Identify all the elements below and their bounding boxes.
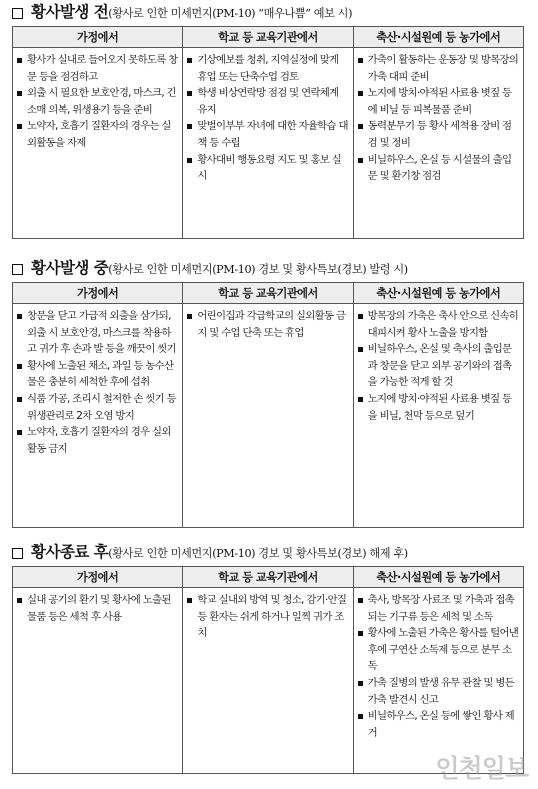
list-item: 노약자, 호흡기 질환자의 경우는 실외활동을 자제 bbox=[17, 118, 179, 151]
column-header-home: 가정에서 bbox=[13, 27, 183, 48]
section-title bbox=[12, 540, 524, 562]
cell-school bbox=[183, 304, 353, 528]
section-heading: 황사종료 후 bbox=[31, 543, 109, 561]
section-subtitle: (황사로 인한 미세먼지(PM-10) 경보 및 황사특보(경보) 해제 후) bbox=[108, 547, 408, 560]
cell-school bbox=[183, 588, 353, 774]
section-heading: 황사발생 전 bbox=[31, 3, 109, 21]
list-item: 황사가 실내로 들어오지 못하도록 창문 등을 점검하고 bbox=[17, 52, 179, 85]
section-subtitle: (황사로 인한 미세먼지(PM-10) 경보 및 황사특보(경보) 발령 시) bbox=[108, 263, 408, 276]
list-item: 노약자, 호흡기 질환자의 경우 실외활동 금지 bbox=[17, 424, 179, 457]
list-item: 외출 시 필요한 보호안경, 마스크, 긴소매 의복, 위생용기 등을 준비 bbox=[17, 85, 179, 118]
list-item: 학교 실내외 방역 및 청소, 감기·안질 등 환자는 쉬게 하거나 일찍 귀가 조치 bbox=[187, 592, 349, 642]
checkbox-icon bbox=[12, 548, 23, 559]
cell-farm bbox=[353, 48, 523, 239]
column-header-school: 학교 등 교육기관에서 bbox=[183, 27, 353, 48]
checkbox-icon bbox=[12, 264, 23, 275]
list-item: 비닐하우스, 온실 등에 쌓인 황사 제거 bbox=[358, 708, 520, 741]
guide-table bbox=[12, 282, 524, 528]
cell-farm bbox=[353, 588, 523, 774]
section-during bbox=[12, 256, 524, 528]
watermark-logo: 인천일보 bbox=[435, 754, 528, 783]
column-header-school: 학교 등 교육기관에서 bbox=[183, 283, 353, 304]
cell-school bbox=[183, 48, 353, 239]
list-item: 맞벌이부부 자녀에 대한 자율학습 대책 등 수립 bbox=[187, 118, 349, 151]
list-item: 실내 공기의 환기 및 황사에 노출된 물품 등은 세척 후 사용 bbox=[17, 592, 179, 625]
list-item: 어린이집과 각급학교의 실외활동 금지 및 수업 단축 또는 휴업 bbox=[187, 308, 349, 341]
column-header-farm: 축산·시설원예 등 농가에서 bbox=[353, 27, 523, 48]
list-item: 동력분무기 등 황사 세척용 장비 점검 및 정비 bbox=[358, 118, 520, 151]
list-item: 가축이 활동하는 운동장 및 방목장의 가축 대피 준비 bbox=[358, 52, 520, 85]
section-title bbox=[12, 0, 524, 22]
list-item: 비닐하우스, 온실 등 시설물의 출입문 및 환기창 점검 bbox=[358, 152, 520, 185]
section-heading: 황사발생 중 bbox=[31, 259, 109, 277]
list-item: 노지에 방치·야적된 사료용 볏짚 등을 비닐, 천막 등으로 덮기 bbox=[358, 391, 520, 424]
column-header-farm: 축산·시설원예 등 농가에서 bbox=[353, 567, 523, 588]
list-item: 식품 가공, 조리시 철저한 손 씻기 등 위생관리로 2차 오염 방지 bbox=[17, 391, 179, 424]
list-item: 방목장의 가축은 축사 안으로 신속히 대피시켜 황사 노출을 방지함 bbox=[358, 308, 520, 341]
list-item: 학생 비상연락망 점검 및 연락체계 유지 bbox=[187, 85, 349, 118]
list-item: 비닐하우스, 온실 및 축사의 출입문과 창문을 닫고 외부 공기와의 접촉을 가능한 적게 할 것 bbox=[358, 341, 520, 391]
guide-table bbox=[12, 566, 524, 774]
column-header-farm: 축산·시설원예 등 농가에서 bbox=[353, 283, 523, 304]
section-subtitle: (황사로 인한 미세먼지(PM-10) “매우나쁨” 예보 시) bbox=[108, 7, 353, 20]
guide-table bbox=[12, 26, 524, 239]
cell-home bbox=[13, 304, 183, 528]
list-item: 황사대비 행동요령 지도 및 홍보 실시 bbox=[187, 152, 349, 185]
cell-home bbox=[13, 588, 183, 774]
column-header-home: 가정에서 bbox=[13, 283, 183, 304]
cell-farm bbox=[353, 304, 523, 528]
column-header-school: 학교 등 교육기관에서 bbox=[183, 567, 353, 588]
cell-home bbox=[13, 48, 183, 239]
checkbox-icon bbox=[12, 8, 23, 19]
list-item: 가축 질병의 발생 유무 관찰 및 병든 가축 발견시 신고 bbox=[358, 675, 520, 708]
column-header-home: 가정에서 bbox=[13, 567, 183, 588]
section-title bbox=[12, 256, 524, 278]
list-item: 창문을 닫고 가급적 외출을 삼가되, 외출 시 보호안경, 마스크를 착용하고 귀가 후 손과 발 등을 깨끗이 씻기 bbox=[17, 308, 179, 358]
list-item: 기상예보를 청취, 지역실정에 맞게 휴업 또는 단축수업 검토 bbox=[187, 52, 349, 85]
list-item: 축사, 방목장 사료조 및 가축과 접촉되는 기구류 등은 세척 및 소독 bbox=[358, 592, 520, 625]
list-item: 황사에 노출된 채소, 과일 등 농수산물은 충분히 세척한 후에 섭취 bbox=[17, 358, 179, 391]
section-after bbox=[12, 540, 524, 774]
section-before bbox=[12, 0, 524, 239]
list-item: 노지에 방치·야적된 사료용 볏짚 등에 비닐 등 피복물품 준비 bbox=[358, 85, 520, 118]
list-item: 황사에 노출된 가축은 황사를 털어낸 후에 구연산 소독제 등으로 분무 소독 bbox=[358, 625, 520, 675]
